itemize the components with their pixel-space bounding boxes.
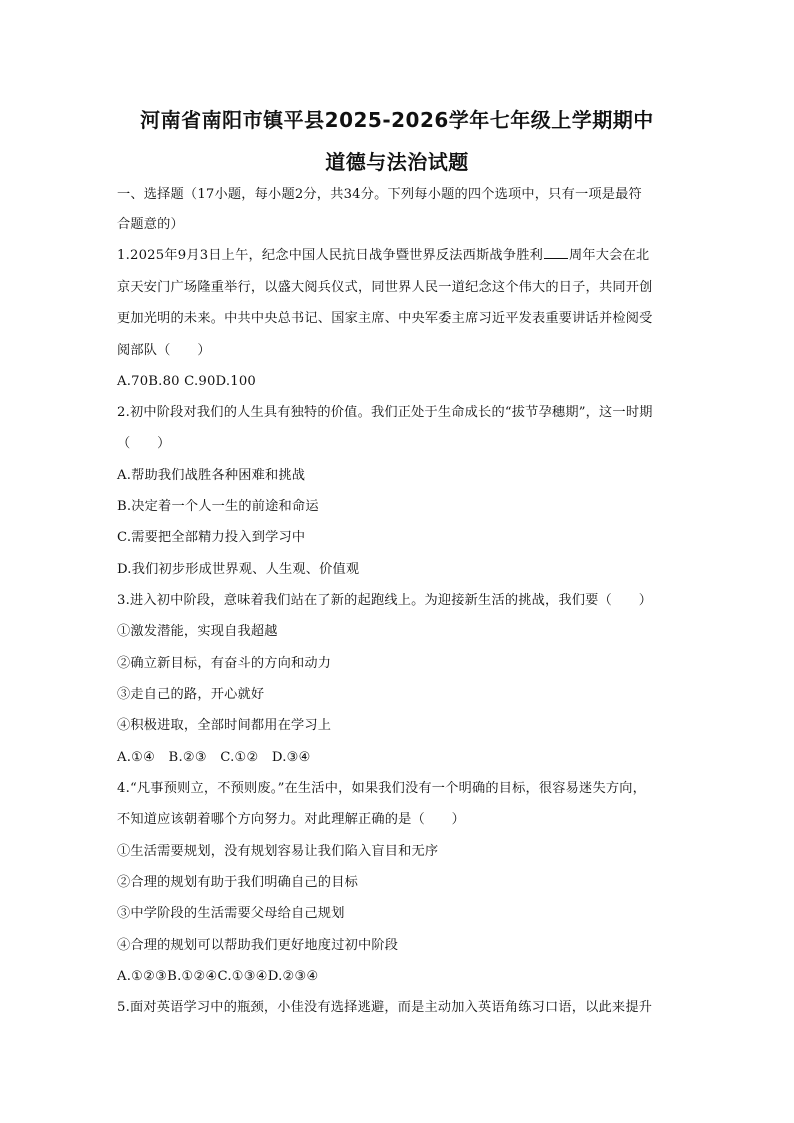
question-4-item-1: ①生活需要规划，没有规划容易让我们陷入盲目和无序 (117, 844, 439, 859)
exam-title: 河南省南阳市镇平县2025-2026学年七年级上学期期中 (140, 108, 654, 132)
exam-subject-title: 道德与法治试题 (325, 150, 469, 174)
question-2-option-d: D.我们初步形成世界观、人生观、价值观 (117, 562, 360, 577)
question-3-item-1: ①激发潜能，实现自我超越 (117, 624, 278, 639)
question-3-item-4: ④积极进取，全部时间都用在学习上 (117, 718, 332, 733)
question-1-stem-line4: 阅部队（ ） (117, 343, 211, 358)
question-3-item-3: ③走自己的路，开心就好 (117, 687, 265, 702)
question-3-options: A.①④ B.②③ C.①② D.③④ (117, 750, 311, 765)
question-2-stem-line2: （ ） (117, 436, 171, 451)
question-2-option-a: A.帮助我们战胜各种困难和挑战 (117, 468, 306, 483)
question-2-stem: 2.初中阶段对我们的人生具有独特的价值。我们正处于生命成长的“拔节孕穗期”，这一时期 (117, 405, 653, 420)
question-2-option-b: B.决定着一个人一生的前途和命运 (117, 499, 319, 514)
section-instructions-cont: 合题意的） (117, 217, 184, 232)
fill-in-blank (544, 247, 568, 259)
question-1-stem (117, 247, 649, 265)
question-3-item-2: ②确立新目标，有奋斗的方向和动力 (117, 656, 332, 671)
question-1-stem-part-b: 周年大会在北 (568, 248, 650, 263)
question-4-item-2: ②合理的规划有助于我们明确自己的目标 (117, 875, 358, 890)
question-4-item-3: ③中学阶段的生活需要父母给自己规划 (117, 906, 345, 921)
question-4-stem: 4.“凡事预则立，不预则废。”在生活中，如果我们没有一个明确的目标，很容易迷失方向， (117, 781, 646, 796)
question-1-stem-line2: 京天安门广场隆重举行，以盛大阅兵仪式，同世界人民一道纪念这个伟大的日子，共同开创 (117, 280, 653, 295)
question-4-item-4: ④合理的规划可以帮助我们更好地度过初中阶段 (117, 938, 399, 953)
question-5-stem: 5.面对英语学习中的瓶颈，小佳没有选择逃避，而是主动加入英语角练习口语，以此来提升 (117, 1000, 653, 1015)
question-1-stem-line3: 更加光明的未来。中共中央总书记、国家主席、中央军委主席习近平发表重要讲话并检阅受 (117, 311, 653, 326)
question-3-stem: 3.进入初中阶段，意味着我们站在了新的起跑线上。为迎接新生活的挑战，我们要（ ） (117, 593, 653, 608)
question-1-stem-part-a: 1.2025年9月3日上午，纪念中国人民抗日战争暨世界反法西斯战争胜利 (117, 248, 543, 263)
question-1-options: A.70B.80 C.90D.100 (117, 374, 257, 389)
question-2-option-c: C.需要把全部精力投入到学习中 (117, 530, 306, 545)
section-instructions: 一、选择题（17小题，每小题2分，共34分。下列每小题的四个选项中，只有一项是最符 (117, 187, 642, 202)
question-4-options: A.①②③B.①②④C.①③④D.②③④ (117, 969, 319, 984)
question-4-stem-line2: 不知道应该朝着哪个方向努力。对此理解正确的是（ ） (117, 812, 466, 827)
